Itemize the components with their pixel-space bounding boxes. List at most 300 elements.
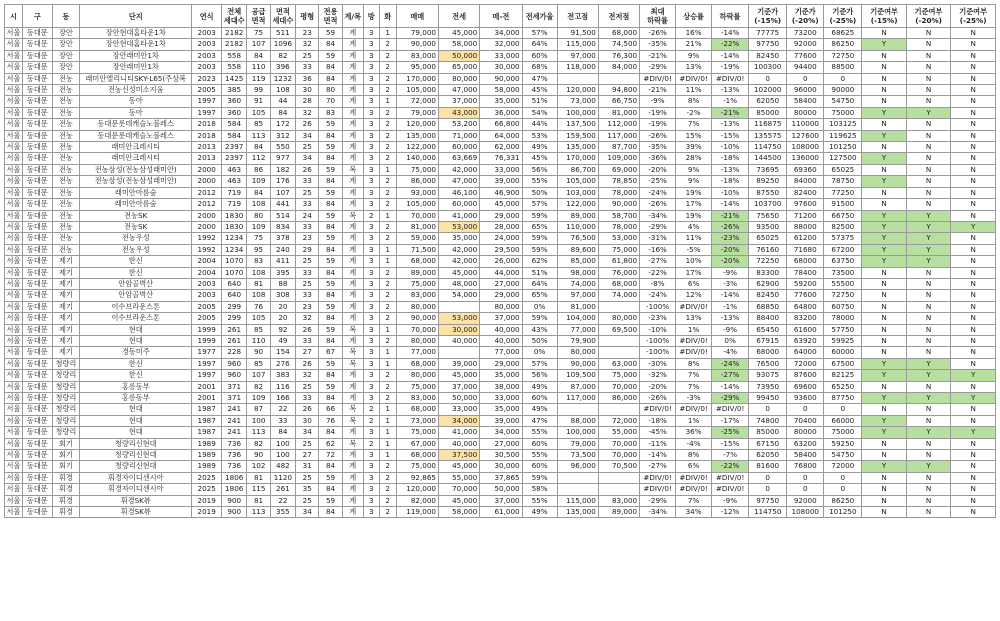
table-cell[interactable]: 서울 [5, 290, 23, 301]
table-cell[interactable]: 동대문 [22, 507, 52, 518]
table-cell[interactable]: 70400 [787, 415, 824, 426]
table-cell[interactable]: 전농 [52, 187, 80, 198]
table-cell[interactable]: 58400 [787, 96, 824, 107]
table-cell[interactable]: N [862, 324, 906, 335]
table-cell[interactable]: 29,000 [480, 290, 522, 301]
table-cell[interactable]: 584 [222, 119, 247, 130]
table-cell[interactable]: 41,000 [438, 210, 479, 221]
table-cell[interactable]: 복 [342, 438, 363, 449]
table-cell[interactable]: N [862, 381, 906, 392]
table-cell[interactable]: 2018 [192, 119, 222, 130]
table-cell[interactable]: 90,000 [396, 39, 438, 50]
table-cell[interactable]: 53,000 [598, 233, 639, 244]
table-cell[interactable]: 0 [787, 484, 824, 495]
table-cell[interactable]: N [906, 142, 950, 153]
table-cell[interactable]: 67500 [824, 358, 862, 369]
table-cell[interactable]: 395 [270, 267, 295, 278]
table-cell[interactable]: N [906, 85, 950, 96]
table-cell[interactable]: 99 [247, 85, 270, 96]
table-cell[interactable]: -24% [712, 358, 749, 369]
table-cell[interactable]: -14% [712, 50, 749, 61]
table-cell[interactable]: N [862, 347, 906, 358]
table-cell[interactable]: 84 [319, 73, 342, 84]
table-cell[interactable]: 3 [363, 313, 379, 324]
table-cell[interactable]: 34% [676, 507, 712, 518]
table-cell[interactable]: 제기 [52, 313, 80, 324]
table-cell[interactable]: 834 [270, 221, 295, 232]
table-cell[interactable]: 서울 [5, 370, 23, 381]
table-cell[interactable]: 110000 [787, 119, 824, 130]
table-cell[interactable]: -20% [712, 256, 749, 267]
table-cell[interactable]: 86250 [824, 495, 862, 506]
table-cell[interactable]: 3 [363, 39, 379, 50]
table-cell[interactable]: 제기 [52, 290, 80, 301]
table-cell[interactable]: N [862, 199, 906, 210]
table-cell[interactable]: 84 [319, 199, 342, 210]
table-cell[interactable]: 74,000 [557, 278, 598, 289]
table-cell[interactable]: -19% [640, 119, 676, 130]
table-cell[interactable]: 89,000 [598, 507, 639, 518]
table-cell[interactable]: 23 [296, 301, 319, 312]
table-cell[interactable]: 75000 [824, 107, 862, 118]
table-cell[interactable]: 동대문 [22, 461, 52, 472]
table-cell[interactable]: 서울 [5, 256, 23, 267]
table-cell[interactable]: 68,000 [396, 404, 438, 415]
table-cell[interactable]: 50,000 [438, 393, 479, 404]
table-cell[interactable]: 계 [342, 176, 363, 187]
table-cell[interactable]: -14% [640, 450, 676, 461]
table-cell[interactable]: 서울 [5, 358, 23, 369]
table-cell[interactable]: N [906, 415, 950, 426]
table-cell[interactable]: N [862, 484, 906, 495]
table-cell[interactable]: 81 [247, 472, 270, 483]
table-cell[interactable]: 45% [522, 85, 557, 96]
table-cell[interactable]: 308 [270, 290, 295, 301]
table-cell[interactable]: -23% [712, 233, 749, 244]
table-cell[interactable]: 89,600 [557, 244, 598, 255]
table-cell[interactable]: 63920 [787, 335, 824, 346]
table-cell[interactable]: 11% [676, 233, 712, 244]
table-cell[interactable]: 86,700 [557, 164, 598, 175]
table-cell[interactable]: 70 [319, 96, 342, 107]
table-cell[interactable]: 82450 [749, 50, 787, 61]
table-cell[interactable]: 103125 [824, 119, 862, 130]
table-cell[interactable]: 계 [342, 461, 363, 472]
table-cell[interactable]: 한신 [80, 267, 192, 278]
table-cell[interactable]: 116875 [749, 119, 787, 130]
table-cell[interactable]: 1 [379, 450, 396, 461]
table-cell[interactable]: 32,000 [480, 39, 522, 50]
table-cell[interactable]: 87600 [787, 370, 824, 381]
table-cell[interactable]: 63,669 [438, 153, 479, 164]
table-cell[interactable]: 100 [270, 438, 295, 449]
table-cell[interactable]: 82500 [824, 221, 862, 232]
table-cell[interactable]: 108000 [787, 507, 824, 518]
table-cell[interactable]: 84 [319, 484, 342, 495]
table-cell[interactable]: 30,000 [480, 461, 522, 472]
table-cell[interactable]: 74800 [749, 415, 787, 426]
table-cell[interactable]: 2 [379, 472, 396, 483]
table-cell[interactable]: 59% [522, 313, 557, 324]
table-cell[interactable]: -20% [640, 381, 676, 392]
table-cell[interactable]: 105,000 [396, 85, 438, 96]
table-cell[interactable]: 2003 [192, 39, 222, 50]
table-cell[interactable]: 37,000 [480, 495, 522, 506]
table-cell[interactable]: 서울 [5, 427, 23, 438]
table-cell[interactable]: -10% [712, 142, 749, 153]
table-cell[interactable]: 119 [247, 73, 270, 84]
table-cell[interactable]: 640 [222, 290, 247, 301]
table-cell[interactable]: 6% [676, 461, 712, 472]
table-cell[interactable]: 55,000 [598, 427, 639, 438]
table-cell[interactable]: 서울 [5, 199, 23, 210]
table-cell[interactable]: 서울 [5, 267, 23, 278]
table-cell[interactable]: 71680 [787, 244, 824, 255]
table-cell[interactable]: 계 [342, 187, 363, 198]
table-cell[interactable]: 63,000 [598, 358, 639, 369]
table-cell[interactable]: 동대문 [22, 233, 52, 244]
table-cell[interactable]: N [951, 495, 996, 506]
table-cell[interactable]: 휘경자이디센시아 [80, 472, 192, 483]
table-cell[interactable]: N [951, 28, 996, 39]
table-cell[interactable]: 1997 [192, 96, 222, 107]
table-cell[interactable]: 전농신성미소지움 [80, 85, 192, 96]
table-cell[interactable]: 736 [222, 450, 247, 461]
table-cell[interactable]: 26 [296, 404, 319, 415]
table-cell[interactable]: 0% [522, 301, 557, 312]
table-cell[interactable]: 2 [379, 73, 396, 84]
table-cell[interactable]: 1997 [192, 107, 222, 118]
table-cell[interactable]: N [906, 438, 950, 449]
table-cell[interactable]: 동대문 [22, 210, 52, 221]
table-cell[interactable]: -5% [676, 244, 712, 255]
table-cell[interactable]: 휘경 [52, 495, 80, 506]
table-cell[interactable]: 2 [379, 290, 396, 301]
table-cell[interactable]: Y [862, 107, 906, 118]
table-cell[interactable]: 1 [379, 347, 396, 358]
table-cell[interactable]: 65,000 [438, 62, 479, 73]
table-cell[interactable]: 서울 [5, 107, 23, 118]
table-cell[interactable]: 전농 [52, 233, 80, 244]
table-cell[interactable]: 2001 [192, 393, 222, 404]
table-cell[interactable]: 휘경 [52, 507, 80, 518]
table-cell[interactable]: 래미안엘리니티SKY-L65(주상복 [80, 73, 192, 84]
column-header[interactable]: 기준여부 (-20%) [906, 5, 950, 28]
table-cell[interactable]: 39,000 [480, 176, 522, 187]
table-cell[interactable]: 0% [712, 335, 749, 346]
table-cell[interactable]: 26 [296, 358, 319, 369]
table-cell[interactable]: 2019 [192, 495, 222, 506]
column-header[interactable]: 전고점 [557, 5, 598, 28]
table-cell[interactable]: 87750 [824, 393, 862, 404]
table-cell[interactable]: 1 [379, 28, 396, 39]
table-cell[interactable]: 120,000 [557, 85, 598, 96]
table-cell[interactable]: 35,000 [480, 404, 522, 415]
table-cell[interactable]: 25 [296, 187, 319, 198]
table-cell[interactable]: 53,000 [438, 313, 479, 324]
table-cell[interactable]: N [951, 484, 996, 495]
table-cell[interactable]: 119,000 [396, 507, 438, 518]
table-cell[interactable]: 110 [247, 62, 270, 73]
table-cell[interactable]: -21% [712, 210, 749, 221]
table-cell[interactable]: 54750 [824, 96, 862, 107]
table-cell[interactable]: 76 [247, 301, 270, 312]
table-cell[interactable]: -21% [712, 107, 749, 118]
table-cell[interactable]: 24 [296, 210, 319, 221]
table-cell[interactable]: 13% [676, 313, 712, 324]
table-cell[interactable]: 78,000 [598, 221, 639, 232]
table-cell[interactable]: 116 [270, 381, 295, 392]
table-cell[interactable]: 전농 [52, 153, 80, 164]
table-cell[interactable]: -22% [712, 461, 749, 472]
table-cell[interactable]: N [951, 404, 996, 415]
table-cell[interactable]: 서울 [5, 335, 23, 346]
table-cell[interactable]: N [951, 142, 996, 153]
table-cell[interactable]: N [906, 73, 950, 84]
table-cell[interactable]: 7% [676, 495, 712, 506]
table-cell[interactable]: 80 [319, 85, 342, 96]
table-cell[interactable]: -4% [712, 347, 749, 358]
table-cell[interactable]: N [862, 438, 906, 449]
table-cell[interactable]: 서울 [5, 461, 23, 472]
table-cell[interactable]: 56% [522, 164, 557, 175]
table-cell[interactable]: 135,000 [396, 130, 438, 141]
table-cell[interactable]: 청량리신현대 [80, 461, 192, 472]
table-cell[interactable]: 35,000 [438, 233, 479, 244]
table-cell[interactable]: 92 [270, 324, 295, 335]
table-cell[interactable]: 91 [247, 96, 270, 107]
table-cell[interactable]: 홍릉동부 [80, 393, 192, 404]
table-cell[interactable]: 11% [676, 85, 712, 96]
table-cell[interactable]: N [906, 404, 950, 415]
table-cell[interactable]: 84 [319, 461, 342, 472]
table-cell[interactable]: Y [862, 244, 906, 255]
table-cell[interactable]: N [862, 290, 906, 301]
column-header[interactable]: 단지 [80, 5, 192, 28]
table-cell[interactable]: 33 [296, 290, 319, 301]
table-cell[interactable]: 1234 [222, 233, 247, 244]
table-cell[interactable]: 159,500 [557, 130, 598, 141]
table-cell[interactable]: -9% [712, 267, 749, 278]
table-cell[interactable]: 장안현대홈타운1차 [80, 28, 192, 39]
table-cell[interactable]: 전농 [52, 176, 80, 187]
table-cell[interactable]: Y [906, 233, 950, 244]
table-cell[interactable]: -35% [640, 142, 676, 153]
table-cell[interactable]: 청량리 [52, 381, 80, 392]
table-cell[interactable]: 3 [363, 324, 379, 335]
table-cell[interactable]: 25 [296, 472, 319, 483]
table-cell[interactable]: -8% [640, 278, 676, 289]
table-cell[interactable]: 64800 [787, 301, 824, 312]
table-cell[interactable]: 70,000 [598, 438, 639, 449]
table-cell[interactable]: N [906, 290, 950, 301]
table-cell[interactable]: 76,300 [598, 50, 639, 61]
table-cell[interactable]: 서울 [5, 301, 23, 312]
table-cell[interactable]: 60,000 [438, 199, 479, 210]
table-cell[interactable]: 69,500 [598, 324, 639, 335]
table-cell[interactable]: 계 [342, 153, 363, 164]
table-cell[interactable]: -9% [640, 96, 676, 107]
table-cell[interactable]: 58,700 [598, 210, 639, 221]
table-cell[interactable]: -27% [640, 461, 676, 472]
table-cell[interactable]: N [951, 278, 996, 289]
table-cell[interactable]: 62050 [749, 96, 787, 107]
table-cell[interactable]: 3 [363, 290, 379, 301]
table-cell[interactable]: -1% [712, 301, 749, 312]
table-cell[interactable]: 63200 [787, 438, 824, 449]
table-cell[interactable]: 전농우성 [80, 233, 192, 244]
table-cell[interactable]: 65025 [824, 164, 862, 175]
table-cell[interactable]: 85000 [749, 427, 787, 438]
table-cell[interactable]: 59% [522, 472, 557, 483]
table-cell[interactable]: 제기 [52, 267, 80, 278]
table-cell[interactable]: 회기 [52, 450, 80, 461]
table-cell[interactable]: -100% [640, 335, 676, 346]
table-cell[interactable]: 57375 [824, 233, 862, 244]
table-cell[interactable]: 회기 [52, 438, 80, 449]
table-cell[interactable]: 55% [522, 495, 557, 506]
table-cell[interactable]: 135575 [749, 130, 787, 141]
table-cell[interactable]: 441 [270, 199, 295, 210]
table-cell[interactable]: -29% [640, 221, 676, 232]
table-cell[interactable]: 86 [247, 164, 270, 175]
table-cell[interactable]: 장안 [52, 39, 80, 50]
table-cell[interactable]: 동대문 [22, 450, 52, 461]
column-header[interactable]: 전체 세대수 [222, 5, 247, 28]
table-cell[interactable]: 89,000 [396, 267, 438, 278]
table-cell[interactable]: 3 [363, 507, 379, 518]
table-cell[interactable]: 63750 [824, 256, 862, 267]
table-cell[interactable]: 70,000 [396, 324, 438, 335]
table-cell[interactable]: 68,000 [396, 256, 438, 267]
table-cell[interactable]: 83 [247, 256, 270, 267]
table-cell[interactable]: 50% [522, 335, 557, 346]
table-cell[interactable]: 61,800 [598, 256, 639, 267]
table-cell[interactable]: 계 [342, 50, 363, 61]
table-cell[interactable]: 83,000 [396, 50, 438, 61]
table-cell[interactable]: 서울 [5, 187, 23, 198]
table-cell[interactable]: 2025 [192, 472, 222, 483]
table-cell[interactable]: 82400 [787, 187, 824, 198]
table-cell[interactable]: #DIV/0! [640, 472, 676, 483]
column-header[interactable]: 화 [379, 5, 396, 28]
table-cell[interactable]: -100% [640, 301, 676, 312]
column-header[interactable]: 기준가 (-25%) [824, 5, 862, 28]
table-cell[interactable]: 59 [319, 495, 342, 506]
table-cell[interactable]: 33,000 [480, 164, 522, 175]
table-cell[interactable]: N [862, 142, 906, 153]
table-cell[interactable]: 49% [522, 404, 557, 415]
table-cell[interactable]: 53,200 [438, 119, 479, 130]
table-cell[interactable]: 59 [319, 324, 342, 335]
table-cell[interactable]: 계 [342, 495, 363, 506]
table-cell[interactable]: -21% [640, 85, 676, 96]
table-cell[interactable]: 동대문 [22, 153, 52, 164]
table-cell[interactable]: 2 [379, 142, 396, 153]
table-cell[interactable]: 84 [270, 107, 295, 118]
table-cell[interactable]: 68,000 [598, 28, 639, 39]
table-cell[interactable]: 0 [787, 404, 824, 415]
table-cell[interactable]: 33,000 [438, 404, 479, 415]
column-header[interactable]: 매매 [396, 5, 438, 28]
table-cell[interactable]: N [862, 404, 906, 415]
table-cell[interactable]: 977 [270, 153, 295, 164]
table-cell[interactable]: 127600 [787, 130, 824, 141]
table-cell[interactable]: 복 [342, 324, 363, 335]
table-cell[interactable]: 81,000 [598, 107, 639, 118]
table-cell[interactable]: 34,000 [480, 427, 522, 438]
table-cell[interactable]: 36% [676, 427, 712, 438]
table-cell[interactable]: 1987 [192, 427, 222, 438]
table-cell[interactable]: Y [862, 39, 906, 50]
table-cell[interactable]: 90,000 [480, 73, 522, 84]
table-cell[interactable] [598, 301, 639, 312]
table-cell[interactable]: N [951, 199, 996, 210]
table-cell[interactable]: 87,700 [598, 142, 639, 153]
table-cell[interactable]: #DIV/0! [676, 335, 712, 346]
table-cell[interactable]: 전농 [52, 142, 80, 153]
table-cell[interactable]: 76,500 [557, 233, 598, 244]
table-cell[interactable]: -1% [712, 96, 749, 107]
table-cell[interactable]: 385 [222, 85, 247, 96]
table-cell[interactable]: 1120 [270, 472, 295, 483]
table-cell[interactable]: 68,000 [396, 358, 438, 369]
table-cell[interactable]: -25% [640, 176, 676, 187]
table-cell[interactable]: 2 [379, 50, 396, 61]
table-cell[interactable]: 동대문 [22, 415, 52, 426]
table-cell[interactable]: -26% [640, 130, 676, 141]
column-header[interactable]: 전용 면적 [319, 5, 342, 28]
table-cell[interactable]: 계 [342, 96, 363, 107]
table-cell[interactable]: 240 [270, 244, 295, 255]
table-cell[interactable]: N [862, 50, 906, 61]
table-cell[interactable]: 47% [522, 73, 557, 84]
table-cell[interactable]: 현대 [80, 335, 192, 346]
table-cell[interactable]: -24% [640, 187, 676, 198]
table-cell[interactable]: 960 [222, 358, 247, 369]
table-cell[interactable]: 전농 [52, 210, 80, 221]
table-cell[interactable]: -19% [640, 107, 676, 118]
table-cell[interactable]: 29,000 [480, 210, 522, 221]
table-cell[interactable]: 1989 [192, 461, 222, 472]
table-cell[interactable] [598, 73, 639, 84]
table-cell[interactable]: 3 [363, 28, 379, 39]
table-cell[interactable]: 80000 [787, 427, 824, 438]
table-cell[interactable]: 84 [319, 267, 342, 278]
table-cell[interactable]: 53,000 [438, 221, 479, 232]
table-cell[interactable]: 176 [270, 176, 295, 187]
table-cell[interactable]: 2018 [192, 130, 222, 141]
table-cell[interactable]: 77600 [787, 50, 824, 61]
table-cell[interactable]: 76500 [749, 358, 787, 369]
table-cell[interactable]: 1977 [192, 347, 222, 358]
table-cell[interactable]: 동대문 [22, 324, 52, 335]
table-cell[interactable]: 113 [247, 507, 270, 518]
table-cell[interactable]: N [906, 267, 950, 278]
table-cell[interactable] [438, 347, 479, 358]
table-cell[interactable]: 계 [342, 221, 363, 232]
table-cell[interactable]: 3 [363, 199, 379, 210]
table-cell[interactable]: 58,000 [438, 507, 479, 518]
table-cell[interactable]: 30,000 [480, 62, 522, 73]
table-cell[interactable]: N [862, 472, 906, 483]
table-cell[interactable]: 0 [824, 472, 862, 483]
table-cell[interactable]: N [951, 313, 996, 324]
table-cell[interactable]: -3% [676, 393, 712, 404]
table-cell[interactable]: N [951, 187, 996, 198]
table-cell[interactable]: 복 [342, 210, 363, 221]
table-cell[interactable]: Y [862, 393, 906, 404]
